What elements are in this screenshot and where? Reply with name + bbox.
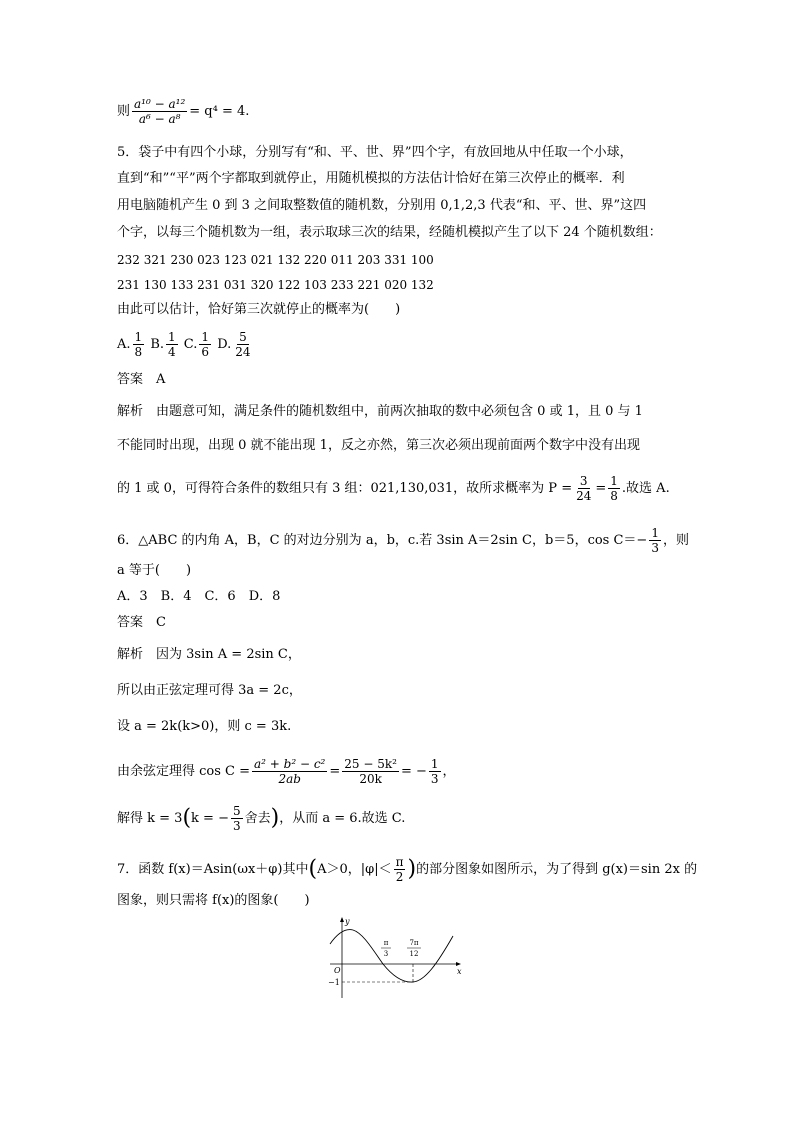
q5-option-a-label: A.: [117, 337, 131, 352]
q5-line1: 5．袋子中有四个小球，分别写有“和、平、世、界”四个字，有放回地从中任取一个小球，: [117, 145, 633, 160]
q7-line2: 图象，则只需将 f(x)的图象( ): [117, 893, 310, 908]
q6-answer-value: C: [156, 615, 166, 630]
y-label: y: [345, 917, 350, 926]
q5-analysis-label: 解析: [117, 404, 144, 419]
q5-option-a: $\frac{1}{8}$: [134, 330, 143, 359]
y-axis-arrow: [340, 917, 344, 922]
q5-analysis-line3: 的 1 或 0，可得符合条件的数组只有 3 组：021,130,031，故所求概率为 P = $\frac{3}{24}$ = $\frac{1}{8}$ .故选 A.: [117, 474, 670, 503]
q5-option-b-label: B.: [150, 337, 164, 352]
q5-line4: 个字，以每三个随机数为一组，表示取球三次的结果，经随机模拟产生了以下 24 个随机数组：: [117, 225, 662, 240]
q5-answer: [117, 371, 165, 389]
q5-stem: 由此可以估计，恰好第三次就停止的概率为( ): [117, 302, 401, 317]
q5-answer-label: 答案: [117, 372, 144, 387]
q5-data-row1: 232 321 230 023 123 021 132 220 011 203 331 100: [117, 253, 434, 267]
q7-line1: 7．函数 f(x)＝Asin(ωx＋φ)其中(A＞0，|φ|＜ $\frac{\pi}{2}$ )的部分图象如图所示，为了得到 g(x)＝sin 2x 的: [117, 855, 698, 884]
top-formula: [117, 97, 249, 126]
q5-option-c-label: C.: [183, 337, 198, 352]
q6-line1: 6．△ABC 的内角 A，B，C 的对边分别为 a，b，c.若 3sin A＝2sin C，b＝5，cos C＝− $\frac{1}{3}$ ，则: [117, 526, 689, 555]
top-prefix: 则: [117, 104, 131, 119]
q5-options: [117, 330, 255, 359]
q6-analysis-line4: 由余弦定理得 cos C = $\frac{\text{a² + b² − c²}}{2ab}$ = $\frac{\text{25 − 5k²}}{20k}$ = − $\frac{1}{3}$ ，: [117, 757, 456, 786]
q5-answer-value: A: [156, 372, 166, 387]
x-axis-arrow: [456, 962, 461, 966]
q5-line3: 用电脑随机产生 0 到 3 之间取整数值的随机数，分别用 0,1,2,3 代表“和、平、世、界”这四: [117, 198, 647, 213]
q5-analysis-frac1: $\frac{3}{24}$: [576, 474, 592, 503]
q6-analysis-label: 解析: [117, 647, 144, 662]
q5-analysis-frac2: $\frac{1}{8}$: [610, 474, 618, 503]
q5-option-b: $\frac{1}{4}$: [168, 330, 176, 359]
x-label: x: [457, 967, 462, 976]
q5-option-d-label: D.: [217, 337, 232, 352]
tick-pi3-den: 3: [383, 950, 389, 958]
tick-7pi12-num: 7π: [409, 939, 419, 947]
q6-frac4: $\frac{5}{3}$: [232, 804, 241, 833]
q5-analysis-line2: 不能同时出现，出现 0 就不能出现 1，反之亦然，第三次必须出现前面两个数字中没有出现: [117, 438, 640, 453]
q6-frac3: $\frac{1}{3}$: [430, 757, 439, 786]
sine-curve: [330, 930, 453, 982]
q5-analysis-line1: 解析 由题意可知，满足条件的随机数组中，前两次抽取的数中必须包含 0 或 1，且 0 与 1: [117, 404, 643, 419]
q6-analysis-line1: 解析 因为 3sin A = 2sin C，: [117, 647, 301, 662]
q7-figure: [325, 916, 470, 1000]
q7-phi-frac: $\frac{\pi}{2}$: [395, 855, 404, 884]
q6-options: A．3 B．4 C．6 D．8: [117, 589, 281, 604]
q5-line2: 直到“和”“平”两个字都取到就停止，用随机模拟的方法估计恰好在第三次停止的概率．利: [117, 171, 625, 186]
origin-label: O: [334, 966, 341, 975]
top-rhs: = q⁴ = 4.: [189, 104, 250, 119]
tick-pi3-num: π: [383, 939, 389, 947]
sine-graph: [325, 916, 470, 1000]
q6-analysis-line3: 设 a = 2k(k>0)，则 c = 3k.: [117, 719, 292, 734]
q6-answer: [117, 614, 166, 632]
q6-cos-frac: $\frac{1}{3}$: [651, 526, 659, 555]
q5-option-c: $\frac{1}{6}$: [201, 330, 210, 359]
q6-frac1: $\frac{\text{a² + b² − c²}}{2ab}$: [254, 757, 326, 786]
q6-analysis-line2: 所以由正弦定理可得 3a = 2c，: [117, 683, 302, 698]
q6-answer-label: 答案: [117, 615, 144, 630]
neg-one-label: −1: [328, 978, 340, 987]
q6-frac2: $\frac{\text{25 − 5k²}}{20k}$: [344, 757, 397, 786]
top-fraction: $\frac{\text{a¹⁰ − a¹²}}{\text{a⁶ − a⁸}}$: [134, 97, 186, 126]
tick-7pi12-den: 12: [409, 950, 419, 958]
q6-line2: a 等于( ): [117, 563, 192, 578]
q5-data-row2: 231 130 133 231 031 320 122 103 233 221 020 132: [117, 278, 434, 292]
q5-option-d: $\frac{5}{24}$: [235, 330, 251, 359]
q6-analysis-line5: 解得 k = 3(k = − $\frac{5}{3}$ 舍去)，从而 a = 6.故选 C.: [117, 804, 406, 833]
